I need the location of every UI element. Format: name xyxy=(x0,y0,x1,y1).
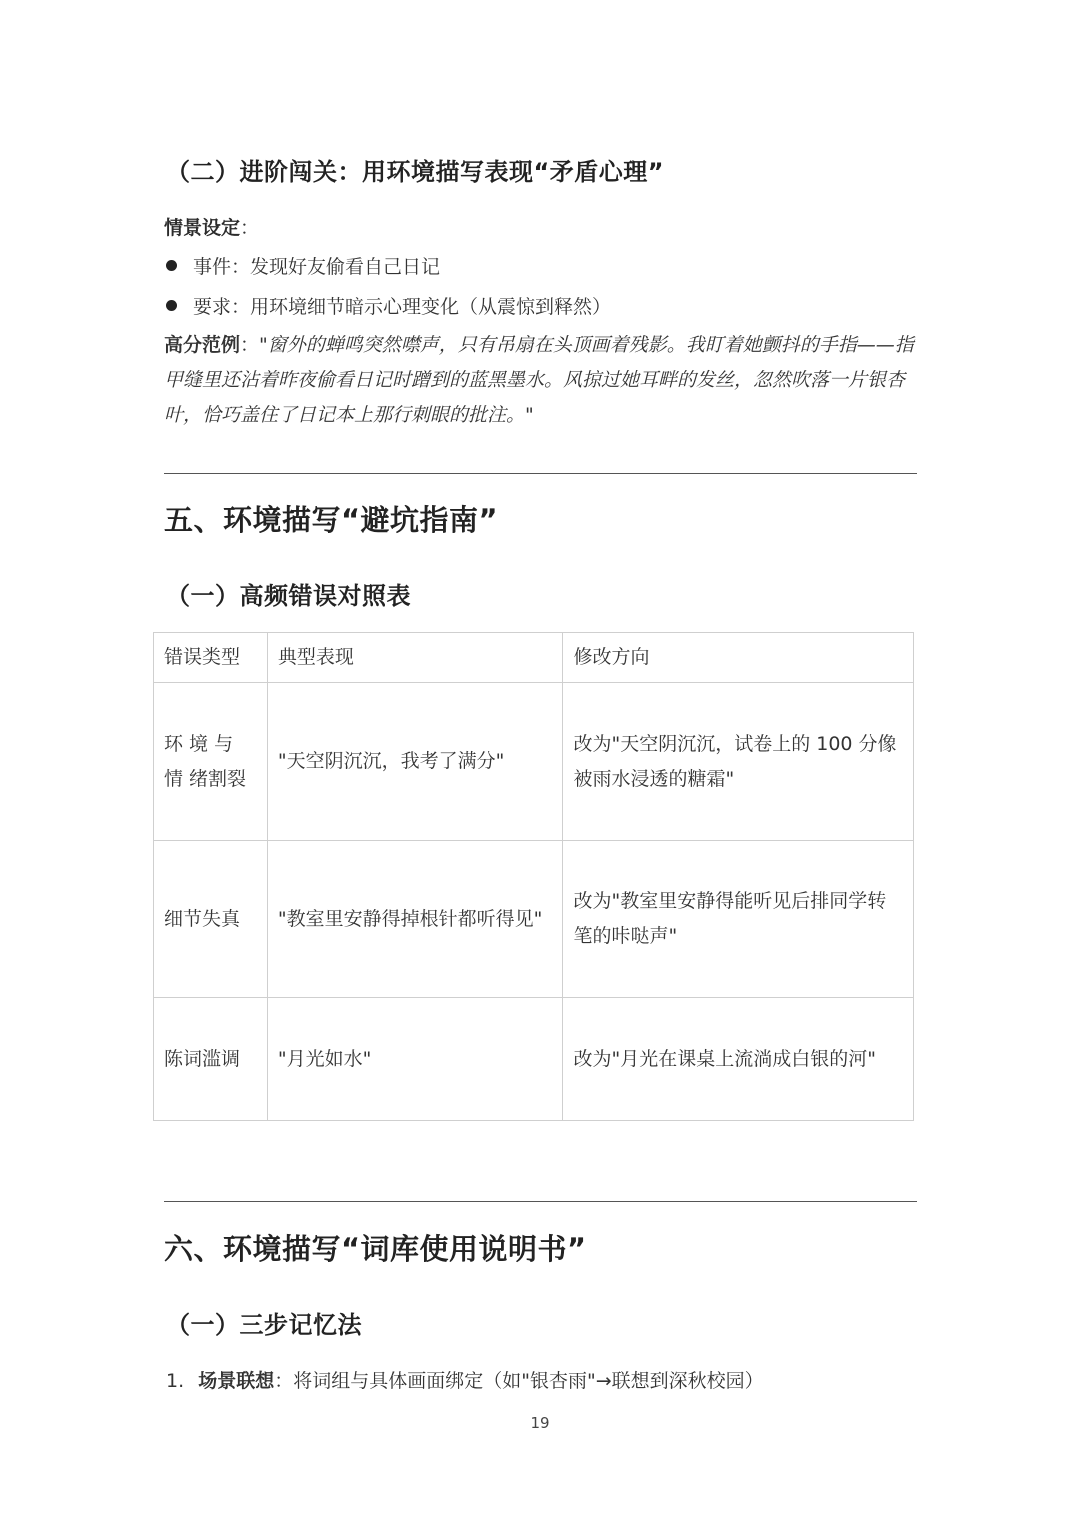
table-header-row xyxy=(154,633,914,683)
scenario-line xyxy=(164,213,259,240)
example-paragraph xyxy=(164,328,920,433)
bullet-dot-icon xyxy=(166,300,177,311)
bullet-text: 事件：发现好友偷看自己日记 xyxy=(193,256,441,278)
example-colon: ： xyxy=(240,334,260,356)
table-cell-example: "教室里安静得掉根针都听得见" xyxy=(267,841,563,998)
table-header-cell: 错误类型 xyxy=(154,633,268,683)
bullet-dot-icon xyxy=(166,260,177,271)
bullet-text: 要求：用环境细节暗示心理变化（从震惊到释然） xyxy=(193,296,612,318)
list-colon: ： xyxy=(274,1370,294,1392)
section-heading-advanced: （二）进阶闯关：用环境描写表现“矛盾心理” xyxy=(166,158,665,186)
section-heading-six: 六、环境描写“词库使用说明书” xyxy=(164,1232,587,1266)
scenario-label: 情景设定 xyxy=(164,217,241,239)
example-text: "窗外的蝉鸣突然噤声，只有吊扇在头顶画着残影。我盯着她颤抖的手指——指甲缝里还沾着昨夜偷看日记时蹭到的蓝黑墨水。风掠过她耳畔的发丝，忽然吹落一片银杏叶，恰巧盖住了日记本上那行刺眼的批注。" xyxy=(164,334,914,426)
list-number: 1. xyxy=(166,1370,185,1392)
list-text: 将词组与具体画面绑定（如"银杏雨"→联想到深秋校园） xyxy=(293,1370,764,1392)
table-header-cell: 修改方向 xyxy=(563,633,914,683)
list-item xyxy=(166,1366,764,1393)
table-row xyxy=(154,841,914,998)
table-cell-type: 细节失真 xyxy=(154,841,268,998)
example-label: 高分范例 xyxy=(164,334,241,356)
scenario-colon: ： xyxy=(240,217,260,239)
page-number: 19 xyxy=(530,1414,550,1432)
table-cell-type: 环 境 与 情 绪割裂 xyxy=(154,683,268,841)
bullet-item xyxy=(166,292,611,319)
table-cell-example: "月光如水" xyxy=(267,998,563,1121)
table-cell-fix: 改为"天空阴沉沉，试卷上的 100 分像被雨水浸透的糖霜" xyxy=(563,683,914,841)
subheading-memory-method: （一）三步记忆法 xyxy=(166,1311,362,1339)
table-cell-fix: 改为"教室里安静得能听见后排同学转笔的咔哒声" xyxy=(563,841,914,998)
table-row xyxy=(154,683,914,841)
list-label: 场景联想 xyxy=(198,1370,275,1392)
table-cell-example: "天空阴沉沉，我考了满分" xyxy=(267,683,563,841)
table-cell-fix: 改为"月光在课桌上流淌成白银的河" xyxy=(563,998,914,1121)
error-comparison-table xyxy=(153,632,914,1121)
bullet-item xyxy=(166,252,440,279)
divider xyxy=(164,1201,917,1202)
section-heading-five: 五、环境描写“避坑指南” xyxy=(164,503,499,537)
table-cell-type: 陈词滥调 xyxy=(154,998,268,1121)
table-row xyxy=(154,998,914,1121)
table-header-cell: 典型表现 xyxy=(267,633,563,683)
divider xyxy=(164,473,917,474)
subheading-error-table: （一）高频错误对照表 xyxy=(166,582,411,610)
